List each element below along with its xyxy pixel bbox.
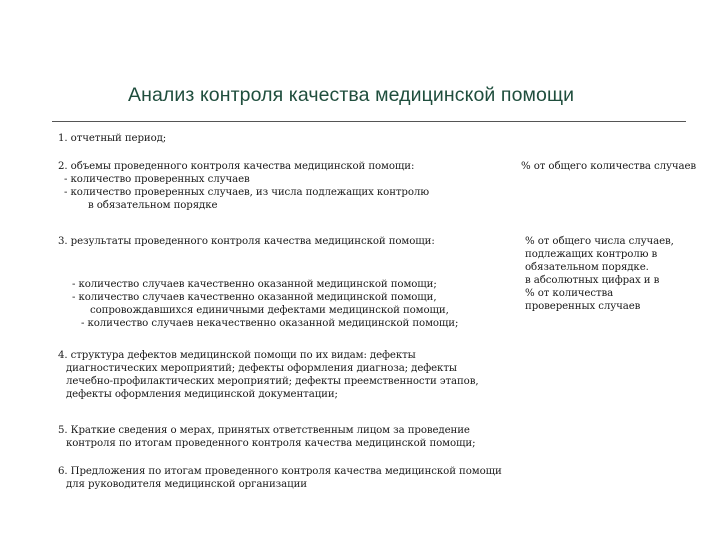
item-results-note: обязательном порядке. bbox=[525, 262, 649, 273]
item-proposals-line: для руководителя медицинской организации bbox=[66, 479, 307, 490]
title-divider bbox=[52, 121, 686, 122]
item-results-note: подлежащих контролю в bbox=[525, 249, 658, 260]
item-results-note: в абсолютных цифрах и в bbox=[525, 275, 660, 286]
page-title: Анализ контроля качества медицинской помощи bbox=[128, 84, 575, 106]
item-results-note: проверенных случаев bbox=[525, 301, 641, 312]
item-results-line: - количество случаев некачественно оказанной медицинской помощи; bbox=[81, 318, 459, 329]
item-results-line: - количество случаев качественно оказанной медицинской помощи, bbox=[72, 292, 437, 303]
item-proposals-line: 6. Предложения по итогам проведенного контроля качества медицинской помощи bbox=[58, 466, 502, 477]
item-volumes-heading: 2. объемы проведенного контроля качества медицинской помощи: bbox=[58, 161, 415, 172]
item-results-line: - количество случаев качественно оказанной медицинской помощи; bbox=[72, 279, 437, 290]
item-volumes-note: % от общего количества случаев bbox=[521, 161, 697, 172]
item-measures-line: 5. Краткие сведения о мерах, принятых ответственным лицом за проведение bbox=[58, 425, 470, 436]
item-structure-line: лечебно-профилактических мероприятий; дефекты преемственности этапов, bbox=[66, 376, 479, 387]
item-measures-line: контроля по итогам проведенного контроля качества медицинской помощи; bbox=[66, 438, 476, 449]
item-volumes-line: - количество проверенных случаев bbox=[64, 174, 250, 185]
item-results-note: % от количества bbox=[525, 288, 614, 299]
item-volumes-line: - количество проверенных случаев, из числа подлежащих контролю bbox=[64, 187, 430, 198]
item-results-note: % от общего числа случаев, bbox=[525, 236, 674, 247]
item-volumes-line: в обязательном порядке bbox=[88, 200, 218, 211]
item-period: 1. отчетный период; bbox=[58, 133, 167, 144]
item-results-line: сопровождавшихся единичными дефектами медицинской помощи, bbox=[90, 305, 449, 316]
item-structure-line: 4. структура дефектов медицинской помощи по их видам: дефекты bbox=[58, 350, 416, 361]
item-structure-line: диагностических мероприятий; дефекты оформления диагноза; дефекты bbox=[66, 363, 457, 374]
item-structure-line: дефекты оформления медицинской документации; bbox=[66, 389, 338, 400]
item-results-heading: 3. результаты проведенного контроля качества медицинской помощи: bbox=[58, 236, 435, 247]
